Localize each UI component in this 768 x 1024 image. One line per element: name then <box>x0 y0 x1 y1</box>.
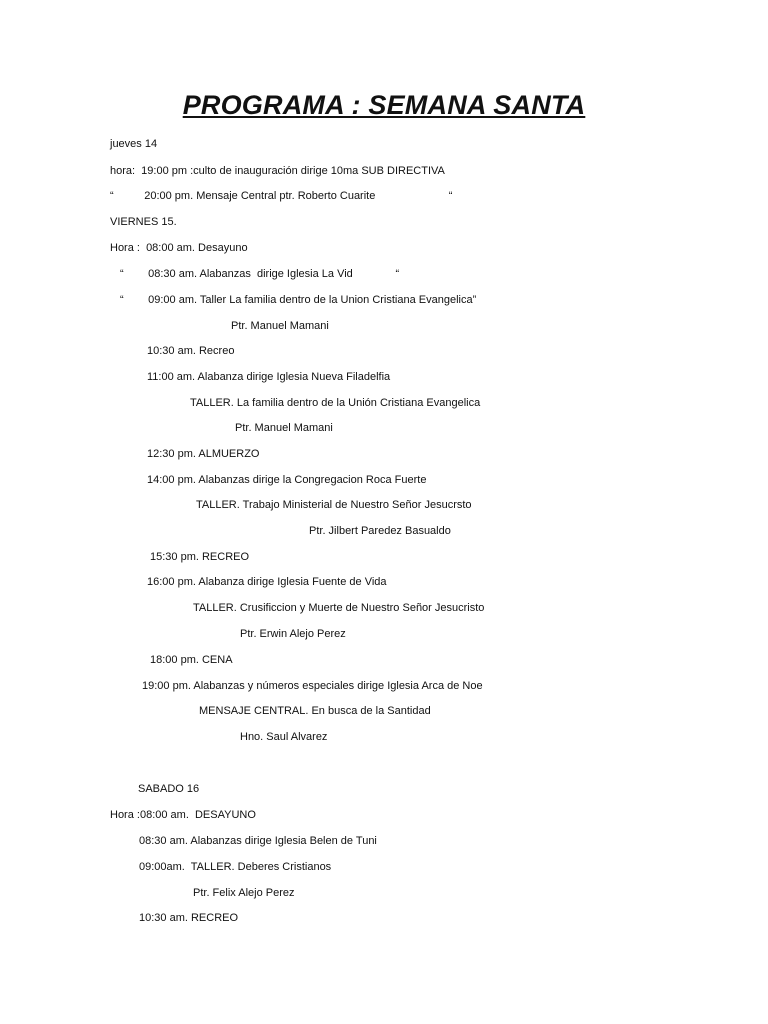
schedule-line: 14:00 pm. Alabanzas dirige la Congregacion Roca Fuerte <box>147 474 427 486</box>
speaker-line: Hno. Saul Alvarez <box>240 731 328 743</box>
schedule-line: 12:30 pm. ALMUERZO <box>147 448 260 460</box>
workshop-line: TALLER. La familia dentro de la Unión Cristiana Evangelica <box>190 397 481 409</box>
schedule-line: 10:30 am. Recreo <box>147 345 235 357</box>
schedule-line: “ 20:00 pm. Mensaje Central ptr. Roberto Cuarite “ <box>110 190 453 202</box>
schedule-line: 19:00 pm. Alabanzas y números especiales dirige Iglesia Arca de Noe <box>142 680 483 692</box>
schedule-line: “ 09:00 am. Taller La familia dentro de la Union Cristiana Evangelica” <box>120 294 477 306</box>
speaker-line: Ptr. Manuel Mamani <box>231 320 329 332</box>
speaker-line: Ptr. Manuel Mamani <box>235 422 333 434</box>
document-title: PROGRAMA : SEMANA SANTA <box>182 90 586 120</box>
schedule-line: 09:00am. TALLER. Deberes Cristianos <box>139 861 332 873</box>
speaker-line: Ptr. Jilbert Paredez Basualdo <box>309 525 451 537</box>
schedule-line: 10:30 am. RECREO <box>139 912 239 924</box>
speaker-line: Ptr. Erwin Alejo Perez <box>240 628 346 640</box>
schedule-line: 16:00 pm. Alabanza dirige Iglesia Fuente de Vida <box>147 576 387 588</box>
schedule-line: 11:00 am. Alabanza dirige Iglesia Nueva Filadelfia <box>147 371 391 383</box>
schedule-line: 15:30 pm. RECREO <box>150 551 250 563</box>
schedule-line: hora: 19:00 pm :culto de inauguración dirige 10ma SUB DIRECTIVA <box>110 165 445 177</box>
speaker-line: Ptr. Felix Alejo Perez <box>193 887 295 899</box>
workshop-line: TALLER. Crusificcion y Muerte de Nuestro Señor Jesucristo <box>193 602 485 614</box>
schedule-line: Hora :08:00 am. DESAYUNO <box>110 809 256 821</box>
day-heading-viernes: VIERNES 15. <box>110 216 177 228</box>
schedule-line: 08:30 am. Alabanzas dirige Iglesia Belen de Tuni <box>139 835 377 847</box>
workshop-line: TALLER. Trabajo Ministerial de Nuestro Señor Jesucrsto <box>196 499 472 511</box>
day-heading-sabado: SABADO 16 <box>138 783 200 795</box>
schedule-line: “ 08:30 am. Alabanzas dirige Iglesia La Vid “ <box>120 268 400 280</box>
schedule-line: Hora : 08:00 am. Desayuno <box>110 242 248 254</box>
message-line: MENSAJE CENTRAL. En busca de la Santidad <box>199 705 431 717</box>
day-heading-jueves: jueves 14 <box>110 138 158 150</box>
schedule-line: 18:00 pm. CENA <box>150 654 233 666</box>
